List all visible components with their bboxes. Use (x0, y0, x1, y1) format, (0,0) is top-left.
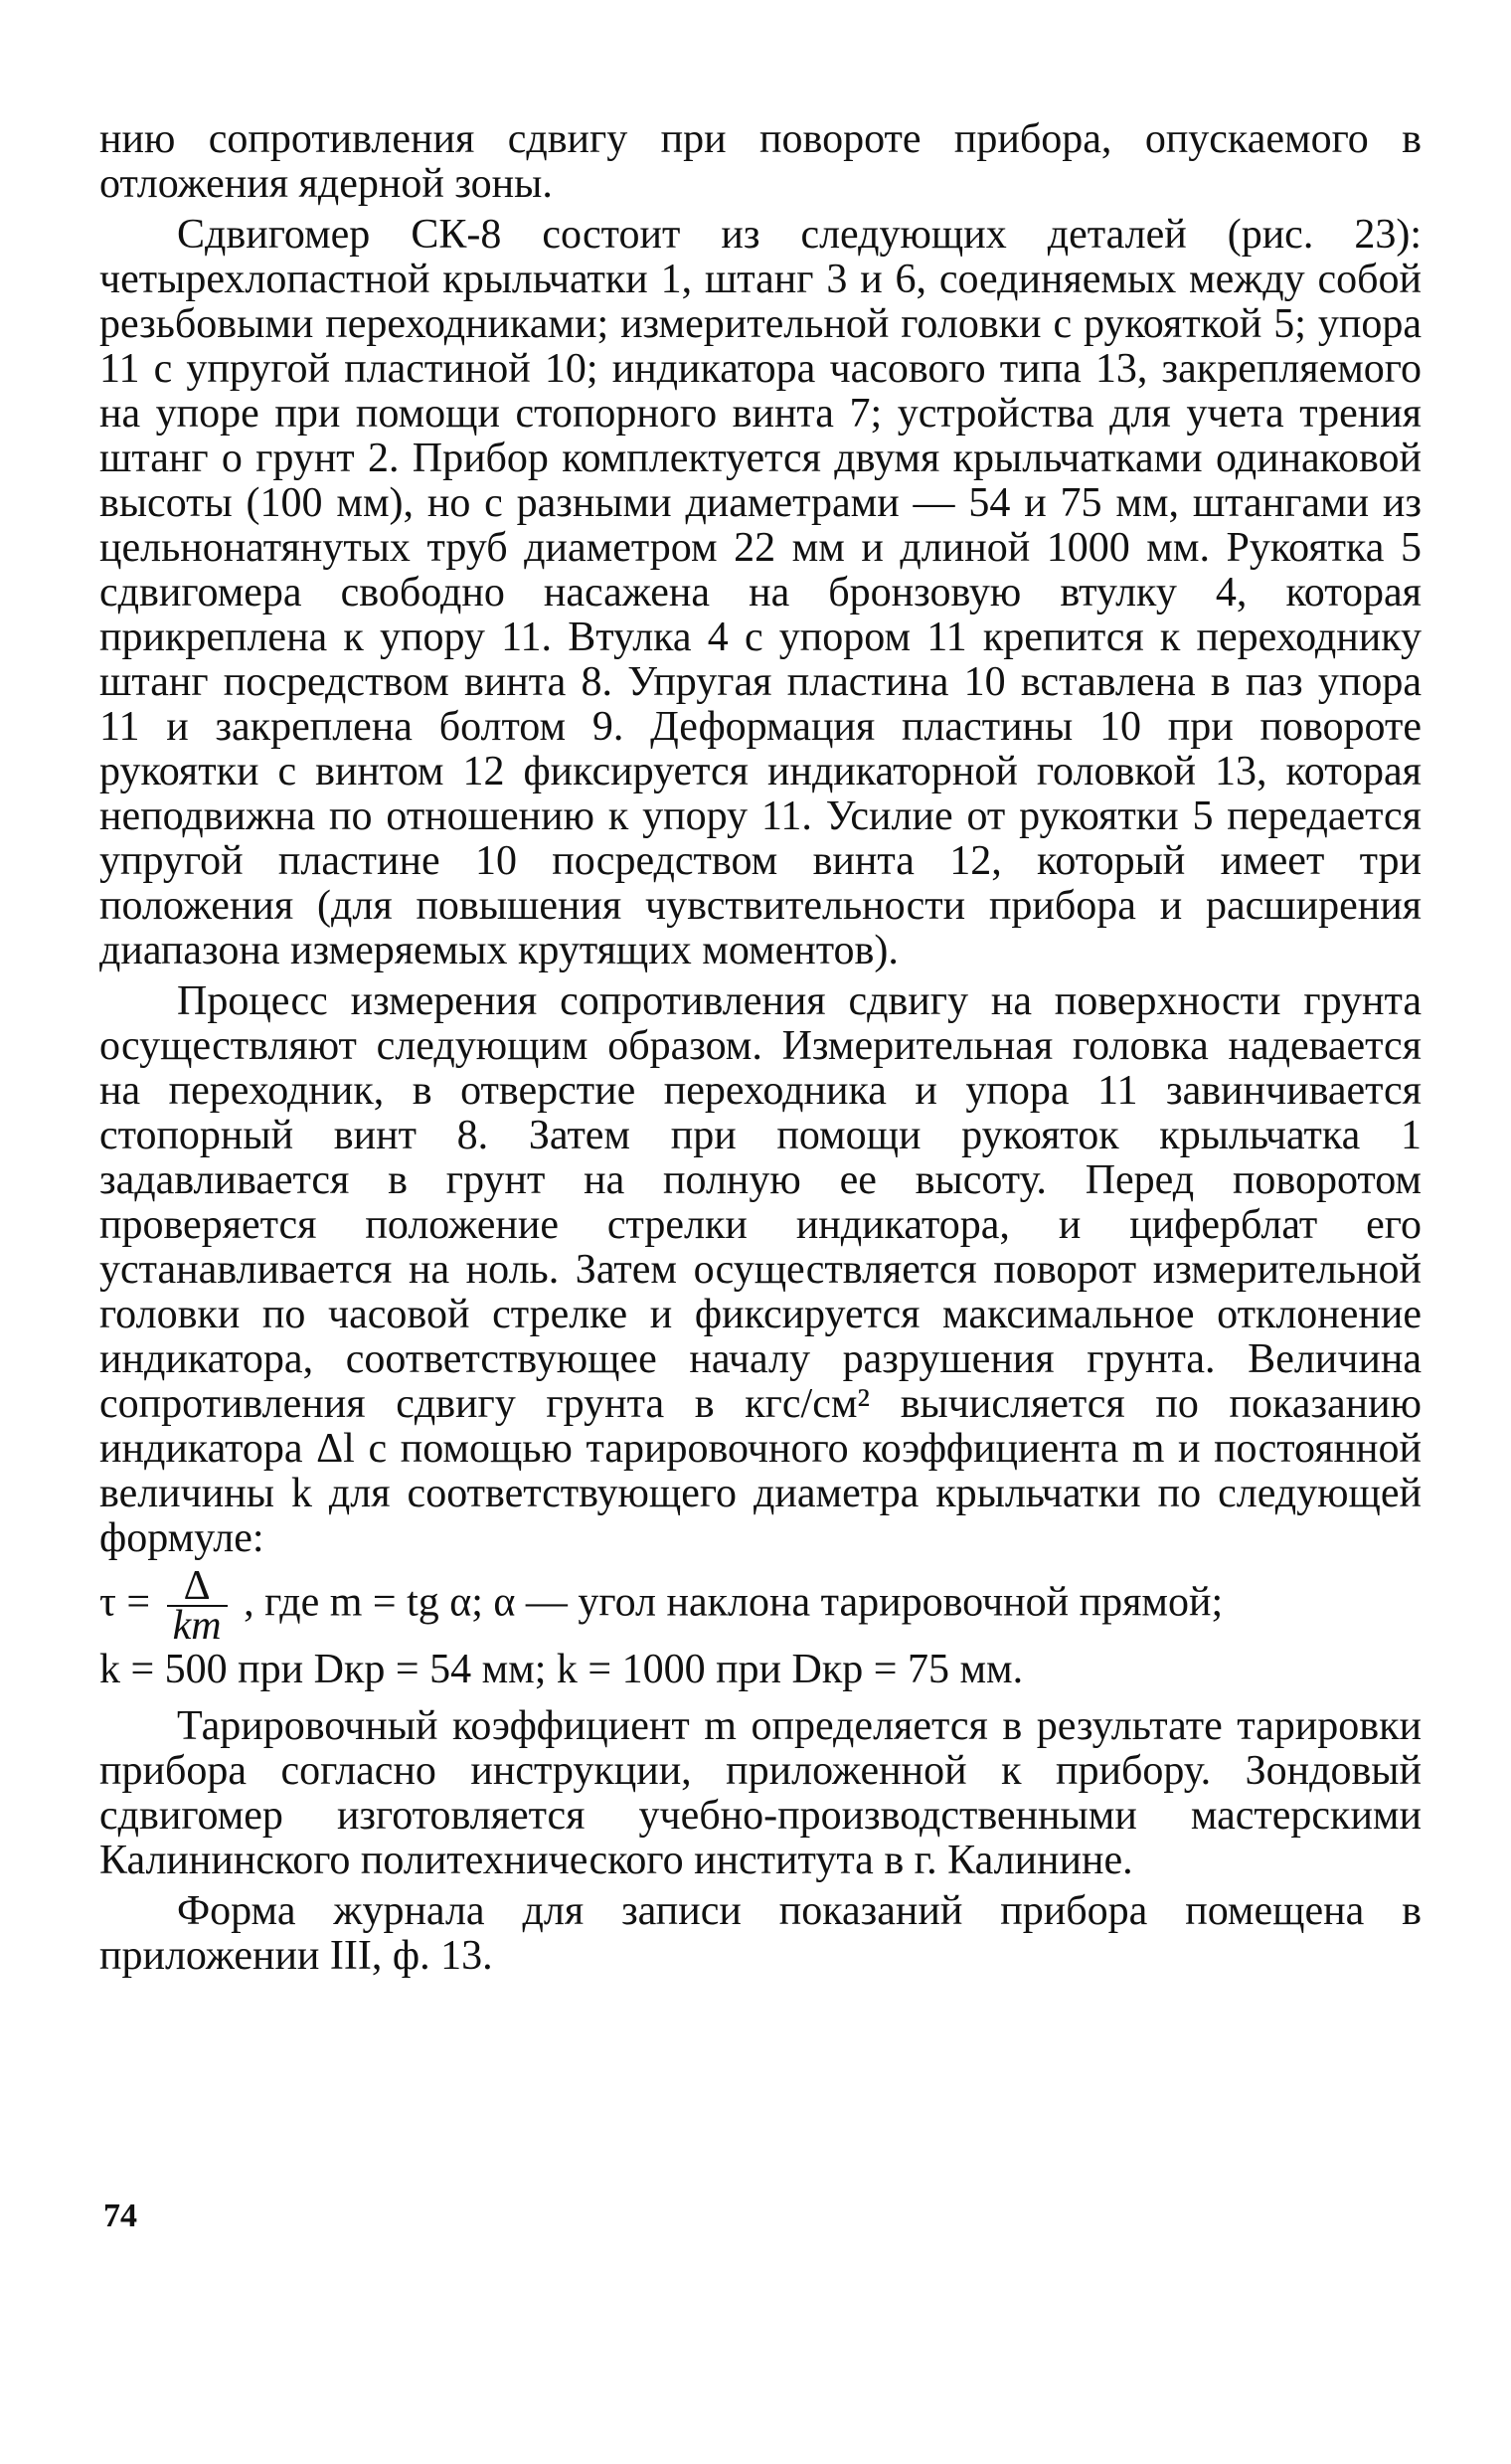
shear-formula (99, 1563, 1422, 1694)
document-page (99, 117, 1422, 1979)
paragraph-continuation: нию сопротивления сдвигу при повороте прибора, опускаемого в отложения ядерной зоны. (99, 116, 1422, 207)
formula-fraction (167, 1563, 228, 1649)
formula-definitions: , где m = tg α; α — угол наклона тарировочной прямой; (244, 1579, 1224, 1626)
page-number: 74 (103, 2198, 137, 2234)
formula-denominator: km (172, 1603, 222, 1649)
formula-coefficients: k = 500 при Dкр = 54 мм; k = 1000 при Dкр = 75 мм. (99, 1647, 1024, 1692)
paragraph-measurement-process: Процесс измерения сопротивления сдвигу на поверхности грунта осуществляют следующим образом. Измерительная головка надевается на переходник, в отверстие переходника и упора 11 завинчивается стопорный винт 8. Затем при помощи рукояток крыльчатка 1 задавливается в грунт на полную ее высоту. Перед поворотом проверяется положение стрелки индикатора, и циферблат его устанавливается на ноль. Затем осуществляется поворот измерительной головки по часовой стрелке и фиксируется максимальное отклонение индикатора, соответствующее началу разрушения грунта. Величина сопротивления сдвигу грунта в кгс/см² вычисляется по показанию индикатора Δl с помощью тарировочного коэффициента m и постоянной величины k для соответствующего диаметра крыльчатки по следующей формуле: (99, 978, 1422, 1561)
paragraph-journal-form: Форма журнала для записи показаний прибора помещена в приложении III, ф. 13. (99, 1888, 1422, 1979)
formula-lhs: τ = (99, 1579, 151, 1626)
paragraph-calibration: Тарировочный коэффициент m определяется в результате тарировки прибора согласно инструкции, приложенной к прибору. Зондовый сдвигомер изготовляется учебно-производственными мастерскими Калининского политехнического института в г. Калинине. (99, 1703, 1422, 1883)
paragraph-device-description: Сдвигомер СК-8 состоит из следующих деталей (рис. 23): четырехлопастной крыльчатки 1, штанг 3 и 6, соединяемых между собой резьбовыми переходниками; измерительной головки с рукояткой 5; упора 11 с упругой пластиной 10; индикатора часового типа 13, закрепляемого на упоре при помощи стопорного винта 7; устройства для учета трения штанг о грунт 2. Прибор комплектуется двумя крыльчатками одинаковой высоты (100 мм), но с разными диаметрами — 54 и 75 мм, штангами из цельнонатянутых труб диаметром 22 мм и длиной 1000 мм. Рукоятка 5 сдвигомера свободно насажена на бронзовую втулку 4, которая прикреплена к упору 11. Втулка 4 с упором 11 крепится к переходнику штанг посредством винта 8. Упругая пластина 10 вставлена в паз упора 11 и закреплена болтом 9. Деформация пластины 10 при повороте рукоятки с винтом 12 фиксируется индикаторной головкой 13, которая неподвижна по отношению к упору 11. Усилие от рукоятки 5 передается упругой пластине 10 посредством винта 12, который имеет три положения (для повышения чувствительности прибора и расширения диапазона измеряемых крутящих моментов). (99, 212, 1422, 973)
formula-numerator: Δ (167, 1567, 228, 1607)
